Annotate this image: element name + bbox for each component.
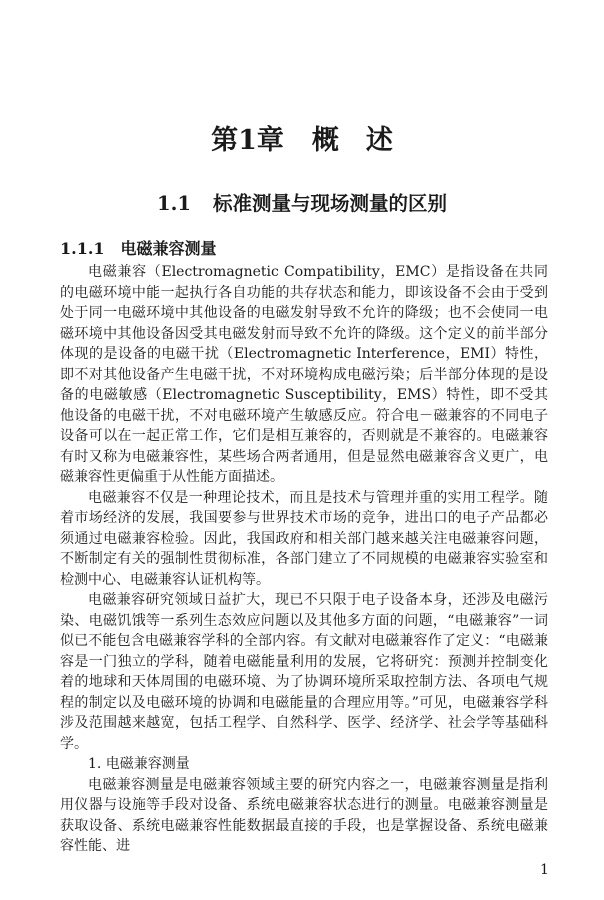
paragraph: 电磁兼容研究领域日益扩大，现已不只限于电子设备本身，还涉及电磁污染、电磁饥饿等一系列生态效应问题以及其他多方面的问题，“电磁兼容”一词似已不能包含电磁兼容学科的全部内容。有文献对电磁兼容作了定义：“电磁兼容是一门独立的学科，随着电磁能量利用的发展，它将研究：预测并控制变化着的地球和天体周围的电磁环境、为了协调环境所采取控制方法、各项电气规程的制定以及电磁环境的协调和电磁能量的合理应用等。”可见，电磁兼容学科涉及范围越来越宽，包括工程学、自然科学、医学、经济学、社会学等基础科学。 <box>60 592 548 752</box>
chapter-label: 第1章 <box>211 125 284 156</box>
sub-heading: 1. 电磁兼容测量 <box>88 756 190 772</box>
subsection-number: 1.1.1 <box>60 239 105 258</box>
page-number: 1 <box>540 862 549 878</box>
chapter-title <box>0 118 604 157</box>
subsection-title <box>60 236 217 259</box>
paragraph: 电磁兼容测量是电磁兼容领域主要的研究内容之一，电磁兼容测量是指利用仪器与设施等手段对设备、系统电磁兼容状态进行的测量。电磁兼容测量是获取设备、系统电磁兼容性能数据最直接的手段，也是掌握设备、系统电磁兼容性能、进 <box>60 776 548 854</box>
section-name: 标准测量与现场测量的区别 <box>212 192 447 215</box>
subsection-name: 电磁兼容测量 <box>120 239 217 258</box>
paragraph: 电磁兼容（Electromagnetic Compatibility，EMC）是指设备在共同的电磁环境中能一起执行各自功能的共存状态和能力，即该设备不会由于受到处于同一电磁环境中其他设备的电磁发射导致不允许的降级；也不会使同一电磁环境中其他设备因受其电磁发射而导致不允许的降级。这个定义的前半部分体现的是设备的电磁干扰（Electromagnetic Interference，EMI）特性，即不对其他设备产生电磁干扰，不对环境构成电磁污染；后半部分体现的是设备的电磁敏感（Electromagnetic Susceptibility，EMS）特性，即不受其他设备的电磁干扰，不对电磁环境产生敏感反应。符合电－磁兼容的不同电子设备可以在一起正常工作，它们是相互兼容的，否则就是不兼容的。电磁兼容有时又称为电磁兼容性，某些场合两者通用，但是显然电磁兼容含义更广，电磁兼容性更偏重于从性能方面描述。 <box>60 264 548 485</box>
section-number: 1.1 <box>157 192 191 215</box>
body-text <box>60 262 548 857</box>
paragraph: 电磁兼容不仅是一种理论技术，而且是技术与管理并重的实用工程学。随着市场经济的发展，我国要参与世界技术市场的竞争，进出口的电子产品都必须通过电磁兼容检验。因此，我国政府和相关部门越来越关注电磁兼容问题，不断制定有关的强制性贯彻标准，各部门建立了不同规模的电磁兼容实验室和检测中心、电磁兼容认证机构等。 <box>60 489 548 588</box>
chapter-name: 概 述 <box>311 125 393 156</box>
section-title <box>0 188 604 216</box>
